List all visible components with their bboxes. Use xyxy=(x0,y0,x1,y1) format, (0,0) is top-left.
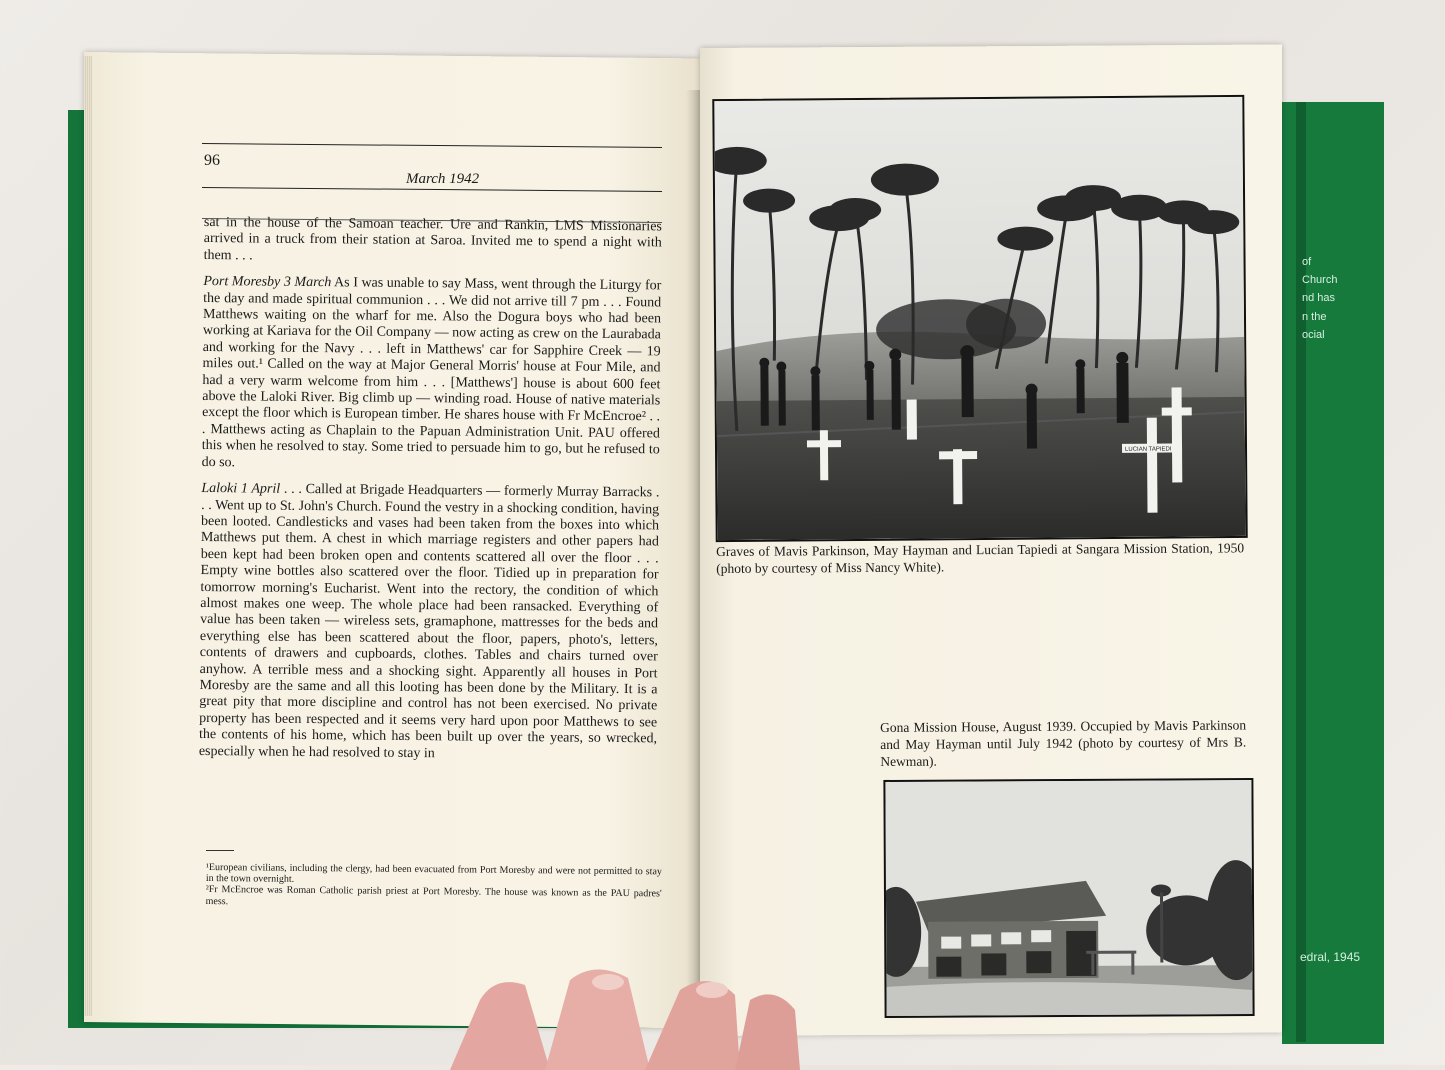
back-cover-caption: edral, 1945 xyxy=(1300,950,1361,964)
mission-house-photo-image xyxy=(885,780,1252,1016)
hand xyxy=(450,960,870,1070)
caption-gona-mission-house: Gona Mission House, August 1939. Occupied by Mavis Parkinson and May Hayman until July 1942 (photo by courtesy of Mrs B. Newman). xyxy=(880,717,1247,769)
back-cover-text-5: ocial xyxy=(1302,329,1325,341)
page-number: 96 xyxy=(204,152,220,169)
diary-text xyxy=(199,215,662,774)
footnotes xyxy=(206,862,662,911)
back-cover-text-2: Church xyxy=(1302,274,1338,286)
running-head: March 1942 xyxy=(406,171,480,187)
back-cover-text-4: n the xyxy=(1302,311,1327,323)
footnote-1: ¹European civilians, including the clergy, had been evacuated from Port Moresby and were not permitted to stay in the town overnight. xyxy=(205,862,662,886)
photo-graves-sangara xyxy=(712,95,1247,542)
photo-gona-mission-house xyxy=(883,778,1254,1018)
entry-heading: Laloki 1 April xyxy=(201,481,281,497)
left-page-edges xyxy=(84,56,92,1016)
cross-label: LUCIAN TAPIEDI xyxy=(1125,446,1172,453)
footnote-rule xyxy=(206,850,234,851)
back-cover-spine-strip xyxy=(1296,102,1306,1042)
caption-graves: Graves of Mavis Parkinson, May Hayman and Lucian Tapiedi at Sangara Mission Station, 1950 (photo by courtesy of Miss Nancy White). xyxy=(716,540,1245,576)
footnote-2: ²Fr McEncroe was Roman Catholic parish priest at Port Moresby. The house was known as the PAU padres' mess. xyxy=(205,884,662,907)
back-cover-text-3: nd has xyxy=(1302,292,1336,304)
graves-photo-image xyxy=(714,97,1245,540)
entry-heading: Port Moresby 3 March xyxy=(203,274,332,291)
paragraph-3: Laloki 1 April . . . Called at Brigade Headquarters — formerly Murray Barracks . . . Went up to St. John's Church. Found the vestry in a shocking condition, having been looted. Candlesticks and vases had been taken from the boxes into which Matthews put them. A chest in which marriage registers and other papers had been kept had been broken open and contents scattered all over the floor . . . Empty wine bottles also scattered over the floor. Tidied up in preparation for tomorrow morning's Eucharist. Went into the rectory, the condition of which almost makes one weep. The whole place had been ransacked. Everything of value has been taken — wireless sets, gramaphone, mattresses for the beds and everything else has been scattered about the floor, papers, photo's, letters, contents of drawers and cupboards, clothes. Tables and chairs turned over anyhow. A terrible mess and a shocking sight. Apparently all houses in Port Moresby are the same and all this looting has been done by the Military. It is a great pity that more discipline and control has not been exercised. No private property has been respected and it seems very hard upon poor Matthews to see the contents of his home, which has been built up over the years, so wrecked, especially when he had resolved to stay in xyxy=(198,481,660,761)
paragraph-2: Port Moresby 3 March As I was unable to say Mass, went through the Liturgy for the day and made spiritual communion . . . We did not arrive till 7 pm . . . Found Matthews waiting on the wharf for me. Also the Dogura boys who had been working at Kariava for the Oil Company — now acting as crew on the Laurabada and working for the Navy . . . left in Matthews' car for Sapphire Creek — 19 miles out.¹ Called on the way at Major General Morris' house at Four Mile, and had a very warm welcome from him . . . [Matthews'] house is about 600 feet above the Laloki River. Big climb up — winding road. House of native materials except the floor which is European timber. He shares house with Fr McEncroe² . . . Matthews acting as Chaplain to the Papuan Administration Unit. PAU offered this when he resolved to stay. Some tried to persuade him to go, but he refused to do so. xyxy=(201,274,662,470)
paragraph-1: sat in the house of the Samoan teacher. Ure and Rankin, LMS Missionaries arrived in a truck from their station at Saroa. Invited me to spend a night with them . . . xyxy=(203,215,662,264)
back-cover-text-1: of xyxy=(1302,256,1312,268)
